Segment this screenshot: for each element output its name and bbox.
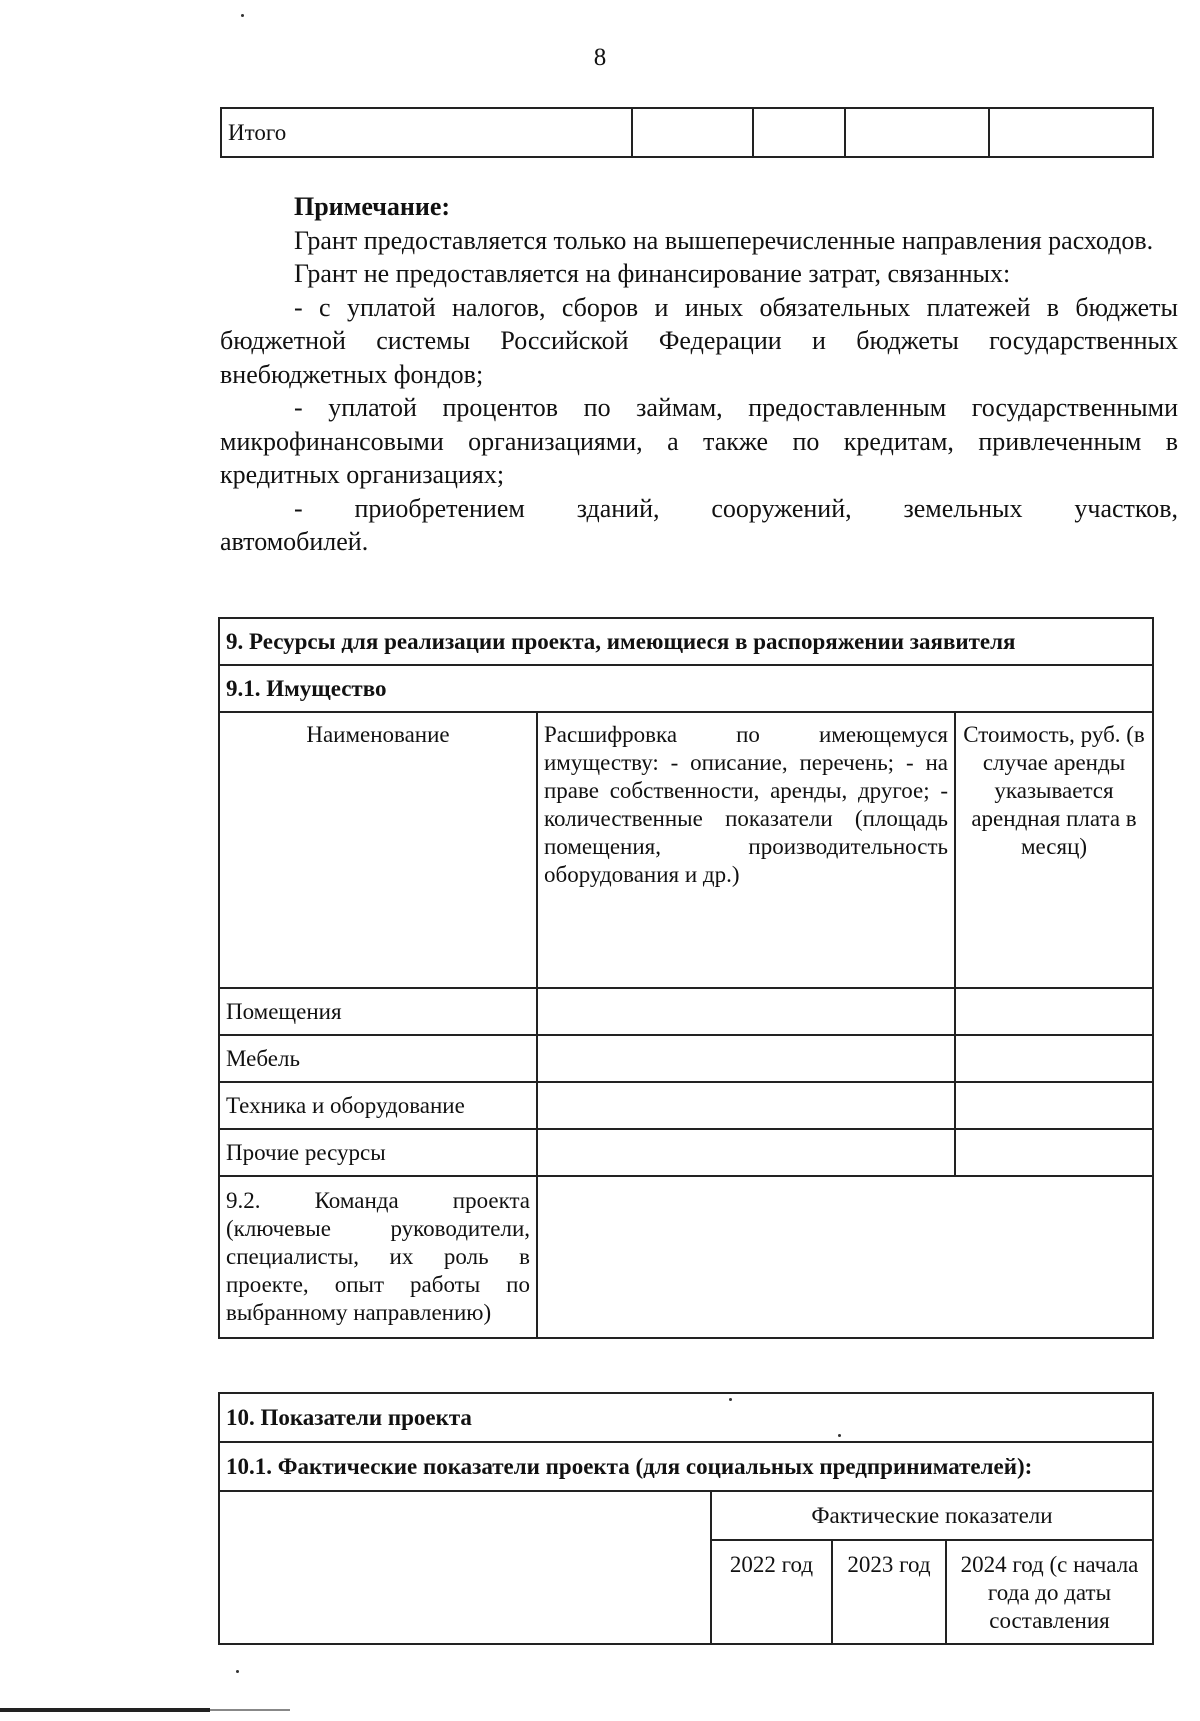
total-label: Итого: [221, 108, 632, 157]
row-label: Техника и оборудование: [219, 1082, 537, 1129]
resources-subtitle: 9.1. Имущество: [219, 665, 1153, 712]
column-header-name: Наименование: [219, 712, 537, 988]
column-header-cost: Стоимость, руб. (в случае аренды указывается арендная плата в месяц): [955, 712, 1153, 988]
input-cell[interactable]: [955, 988, 1153, 1035]
row-label: Прочие ресурсы: [219, 1129, 537, 1176]
input-cell[interactable]: [955, 1035, 1153, 1082]
input-cell[interactable]: [537, 1035, 955, 1082]
row-label: Мебель: [219, 1035, 537, 1082]
table-row: [219, 1176, 1153, 1338]
note-paragraph: Грант предоставляется только на вышеперечисленные направления расходов.: [294, 225, 1154, 255]
table-row: [219, 1129, 1153, 1176]
row-label: Помещения: [219, 988, 537, 1035]
indicators-subtitle: 10.1. Фактические показатели проекта (для социальных предпринимателей):: [219, 1442, 1153, 1491]
fact-header: Фактические показатели: [711, 1491, 1153, 1540]
table-cell: [845, 108, 989, 157]
table-row: [219, 1393, 1153, 1442]
column-header-description: Расшифровка по имеющемуся имуществу: - описание, перечень; - на праве собственности, аренды, другое; - количественные показатели (площадь помещения, производительность оборудования и др.): [537, 712, 955, 988]
team-label: 9.2. Команда проекта (ключевые руководители, специалисты, их роль в проекте, опыт работы по выбранному направлению): [219, 1176, 537, 1338]
note-block: [220, 190, 1178, 559]
scan-speck: [241, 14, 244, 17]
page-number: 8: [593, 44, 607, 71]
table-cell: [219, 1491, 711, 1644]
table-cell: [753, 108, 845, 157]
divider: [0, 1708, 210, 1712]
year-header: 2023 год: [832, 1540, 946, 1644]
note-paragraph: - с уплатой налогов, сборов и иных обязательных платежей в бюджеты бюджетной системы Российской Федерации и бюджеты государственных внебюджетных фондов;: [220, 292, 1178, 389]
note-paragraph: - уплатой процентов по займам, предоставленным государственными микрофинансовыми организациями, а также по кредитам, привлеченным в кредитных организациях;: [220, 393, 1178, 489]
table-row: [221, 108, 1153, 157]
table-cell: [632, 108, 753, 157]
table-header-row: [219, 712, 1153, 988]
note-paragraph: - приобретением зданий, сооружений, земельных участков, автомобилей.: [220, 493, 1178, 556]
resources-table: [218, 617, 1154, 1339]
year-header: 2024 год (с начала года до даты составления: [946, 1540, 1153, 1644]
table-row: [219, 618, 1153, 665]
divider: [210, 1709, 290, 1711]
year-header: 2022 год: [711, 1540, 832, 1644]
table-row: [219, 1082, 1153, 1129]
table-cell: [989, 108, 1153, 157]
note-paragraph: Грант не предоставляется на финансирование затрат, связанных:: [294, 259, 1011, 288]
indicators-title: 10. Показатели проекта: [219, 1393, 1153, 1442]
table-row: [219, 1491, 1153, 1540]
input-cell[interactable]: [955, 1129, 1153, 1176]
resources-title: 9. Ресурсы для реализации проекта, имеющиеся в распоряжении заявителя: [219, 618, 1153, 665]
scan-speck: [838, 1434, 841, 1437]
input-cell[interactable]: [537, 988, 955, 1035]
note-heading: Примечание:: [294, 192, 451, 221]
table-row: [219, 988, 1153, 1035]
input-cell[interactable]: [537, 1082, 955, 1129]
total-table: [220, 107, 1154, 158]
table-row: [219, 1035, 1153, 1082]
table-row: [219, 1442, 1153, 1491]
input-cell[interactable]: [537, 1129, 955, 1176]
input-cell[interactable]: [955, 1082, 1153, 1129]
indicators-table: [218, 1392, 1154, 1645]
input-cell[interactable]: [537, 1176, 1153, 1338]
table-row: [219, 665, 1153, 712]
scan-speck: [236, 1670, 239, 1673]
scan-speck: [729, 1398, 732, 1401]
